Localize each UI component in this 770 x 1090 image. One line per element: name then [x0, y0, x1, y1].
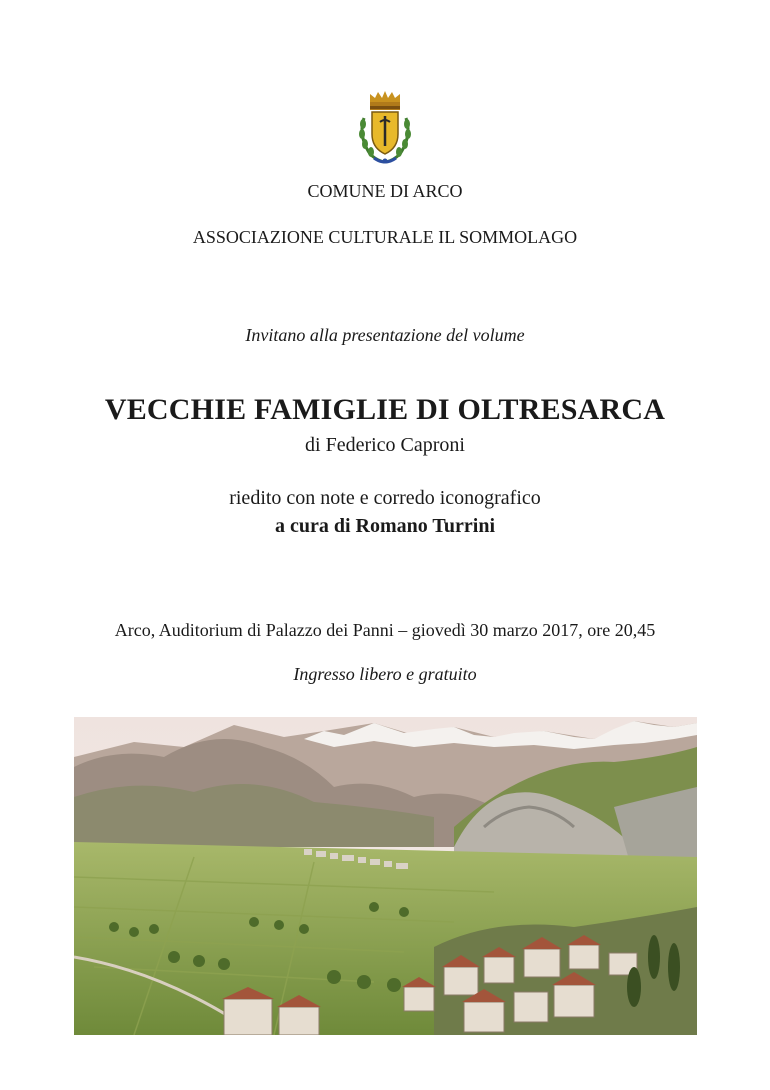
organization-name: COMUNE DI ARCO — [307, 181, 463, 201]
coat-of-arms-icon — [356, 88, 414, 168]
book-author: di Federico Caproni — [305, 434, 465, 456]
edition-note: riedito con note e corredo iconografico — [229, 487, 541, 509]
event-details: Arco, Auditorium di Palazzo dei Panni – giovedì 30 marzo 2017, ore 20,45 — [114, 620, 656, 640]
association-name: ASSOCIAZIONE CULTURALE IL SOMMOLAGO — [192, 227, 578, 247]
curator: a cura di Romano Turrini — [274, 515, 496, 537]
admission-note: Ingresso libero e gratuito — [293, 664, 477, 684]
valley-panorama-image — [74, 717, 697, 1035]
invitation-intro: Invitano alla presentazione del volume — [245, 325, 525, 345]
book-title: VECCHIE FAMIGLIE DI OLTRESARCA — [104, 393, 666, 426]
